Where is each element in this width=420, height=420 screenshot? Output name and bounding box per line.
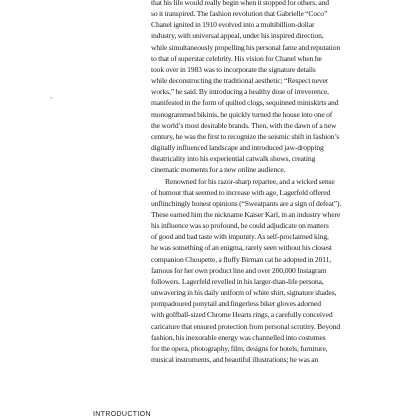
text-line: for the opera, photography, film, designs for hotels, furniture,	[151, 343, 328, 353]
text-line: unflinchingly honest opinions (“Sweatpants are a sign of defeat”).	[151, 198, 342, 208]
text-line: Renowned for his razor-sharp repartee, and a wicked sense	[165, 176, 335, 186]
text-line: pompadoured ponytail and fingerless biker gloves adorned	[151, 299, 321, 309]
text-line: of humour that seemed to increase with age, Lagerfeld offered	[151, 187, 331, 197]
text-line: companion Choupette, a fluffy Birman cat he adopted in 2011,	[151, 254, 332, 264]
text-line: monogrammed bikinis, he quickly turned the house into one of	[151, 109, 333, 119]
text-line: while simultaneously propelling his personal fame and reputation	[151, 42, 341, 52]
text-line: unwavering in his daily uniform of white shirt, signature shades,	[151, 288, 337, 298]
text-line: digitally influenced landscape and introduced jaw-dropping	[151, 143, 324, 153]
text-line: These earned him the nickname Kaiser Karl, in an industry where	[151, 209, 341, 219]
text-line: manifested in the form of quilted clogs, sequinned miniskirts and	[151, 98, 339, 108]
text-line: musical instruments, and beautiful illustrations; he was an	[151, 355, 319, 364]
text-line: he was something of an enigma, rarely seen without his closest	[151, 243, 332, 253]
text-line: industry, with universal appeal, under his inspired direction,	[151, 31, 324, 41]
text-line: caricature that ensured protection from personal scrutiny. Beyond	[151, 321, 341, 331]
text-line: to that of superstar celebrity. His vision for Chanel when he	[151, 53, 322, 63]
text-line: while deconstructing the traditional aesthetic; “Respect never	[151, 76, 329, 86]
text-line: theatricality into his experiential catwalk shows, creating	[151, 154, 316, 164]
text-line: cinematic moments for a new online audience.	[151, 165, 286, 175]
text-line: followers. Lagerfeld revelled in his larger-than-life persona,	[151, 276, 324, 286]
section-heading: INTRODUCTION	[93, 411, 151, 418]
margin-mark: ʼ	[50, 96, 53, 104]
text-line: so it transpired. The fashion revolution that Gabrielle “Coco”	[151, 9, 328, 19]
text-line: the world’s most desirable brands. Then, with the dawn of a new	[151, 120, 337, 130]
text-line: works,” he said. By introducing a healthy dose of irreverence,	[151, 87, 329, 97]
text-line: famous for her own product line and over 200,000 Instagram	[151, 265, 327, 275]
text-line: fashion, his inexorable energy was channelled into costumes	[151, 332, 326, 342]
text-line: took over in 1983 was to incorporate the signature details	[151, 64, 316, 74]
text-line: that his life would really begin when it stopped for others, and	[151, 0, 329, 7]
text-line: with golfball-sized Chrome Hearts rings, a carefully conceived	[151, 310, 333, 320]
text-line: his influence was so profound, he could adjudicate on matters	[151, 221, 329, 231]
text-line: century, he was the first to recognize the seismic shift in fashion’s	[151, 131, 340, 141]
body-text	[151, 0, 373, 365]
paragraph-2	[151, 176, 373, 366]
text-line: Chanel ignited in 1910 evolved into a multibillion-dollar	[151, 20, 315, 30]
paragraph-1	[151, 0, 373, 176]
text-line: of good and bad taste with impunity. As self-proclaimed king,	[151, 232, 329, 242]
